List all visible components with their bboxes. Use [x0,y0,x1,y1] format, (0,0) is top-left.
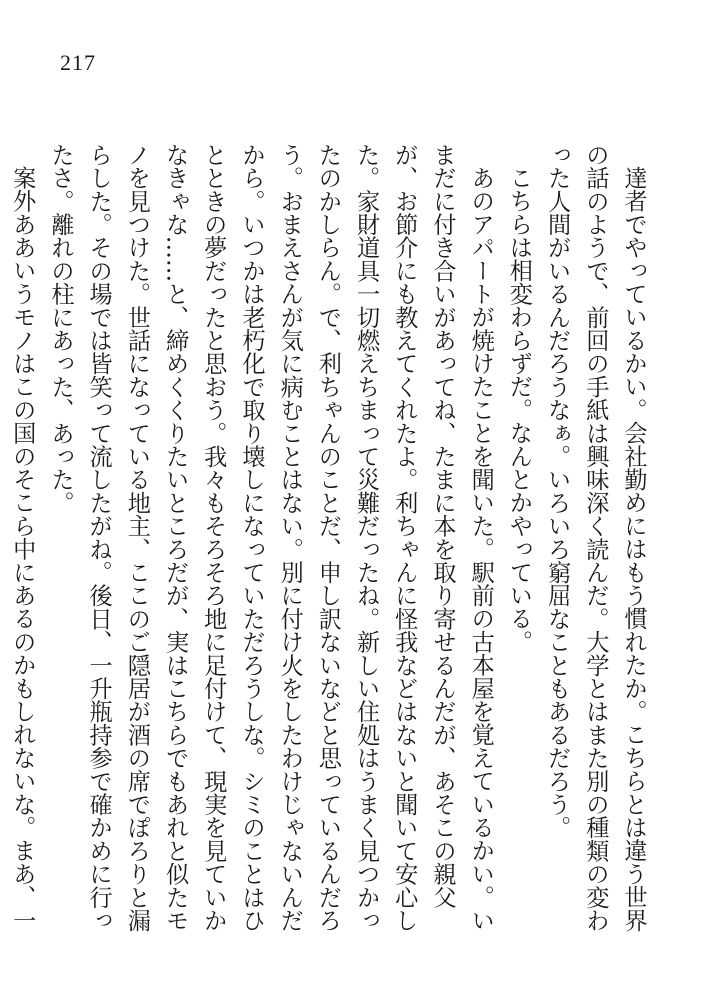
page-number: 217 [60,50,96,75]
paragraph-3: あのアパートが焼けたことを聞いた。駅前の古本屋を覚えているかい。いまだに付き合いがあってね、たまに本を取り寄せるんだが、あそこの親父が、お節介にも教えてくれたよ。利ちゃんに怪我などはないと聞いて安心した。家財道具一切燃えちまって災難だったね。新しい住処はうまく見つかったのかしらん。で、利ちゃんのことだ、申し訳ないなどと思っているんだろう。おまえさんが気に病むことはない。別に付け火をしたわけじゃないんだから。いつかは老朽化で取り壊しになっていただろうしな。シミのことはひとときの夢だったと思おう。我々もそろそろ地に足付けて、現実を見ていかなきゃな……と、締めくくりたいところだが、実はこちらでもあれと似たモノを見つけた。世話になっている地主、ここのご隠居が酒の席でぽろりと漏らした。その場では皆笑って流したがね。後日、一升瓶持参で確かめに行ったさ。離れの柱にあった、あった。 [46,143,495,932]
letter-body [8,143,652,933]
paragraph-1: 達者でやっているかい。会社勤めにはもう慣れたか。こちらとは違う世界の話のようで、前回の手紙は興味深く読んだ。大学とはまた別の種類の変わった人間がいるんだろうなぁ。いろいろ窮屈なこともあるだろう。 [543,143,647,932]
paragraph-4: 案外ああいうモノはこの国のそこら中にあるのかもしれないな。まあ、一 [8,166,36,932]
paragraph-2: こちらは相変わらずだ。なんとかやっている。 [505,166,533,654]
